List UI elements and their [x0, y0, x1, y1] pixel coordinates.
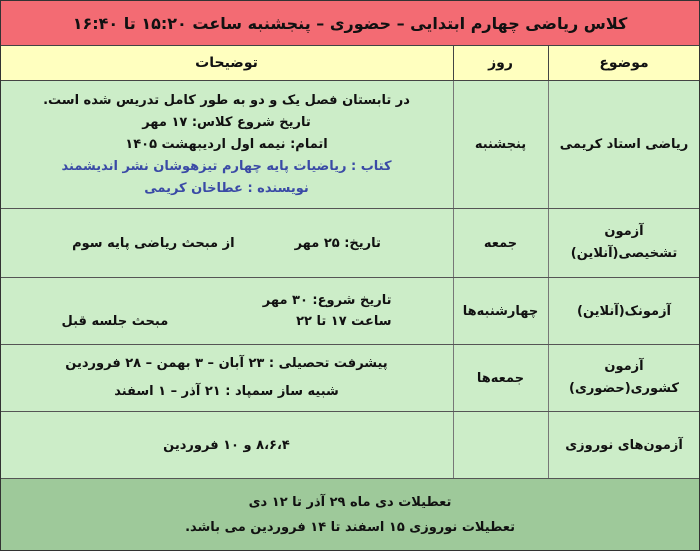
desc-line: اتمام: نیمه اول اردیبهشت ۱۴۰۵	[125, 136, 328, 152]
subject-line: کشوری(حضوری)	[569, 381, 679, 396]
table-title: کلاس ریاضی چهارم ابتدایی – حضوری – پنجشنبه ساعت ۱۵:۲۰ تا ۱۶:۴۰	[1, 1, 699, 46]
subject-line: آزمون	[604, 359, 644, 374]
progress-exam-dates: پیشرفت تحصیلی : ۲۳ آبان – ۳ بهمن – ۲۸ فروردین	[65, 356, 388, 371]
header-day: روز	[453, 46, 549, 80]
desc-line: در تابستان فصل یک و دو به طور کامل تدریس شده است.	[43, 92, 410, 108]
table-row	[1, 278, 699, 345]
quiz-time: ساعت ۱۷ تا ۲۲	[296, 314, 392, 329]
sampad-exam-dates: شبیه ساز سمپاد : ۲۱ آذر – ۱ اسفند	[114, 384, 339, 399]
row-description	[0, 412, 454, 478]
row-description	[0, 345, 454, 411]
table-row	[1, 412, 699, 479]
row-day: چهارشنبه‌ها	[453, 278, 549, 344]
start-date: تاریخ شروع: ۳۰ مهر	[262, 293, 392, 308]
exam-date: تاریخ: ۲۵ مهر	[294, 235, 381, 251]
row-day: پنجشنبه	[453, 81, 549, 208]
book-line: کتاب : ریاضیات پایه چهارم تیزهوشان نشر اندیشمند	[61, 158, 392, 174]
header-description: توضیحات	[0, 46, 454, 80]
row-subject: آزمونک(آنلاین)	[577, 303, 672, 319]
row-day	[453, 412, 549, 478]
row-description	[0, 278, 454, 344]
row-description	[0, 209, 454, 277]
nowruz-dates: ۸،۶،۴ و ۱۰ فروردین	[163, 437, 290, 453]
author-line: نویسنده : عطاخان کریمی	[144, 180, 309, 196]
desc-line: تاریخ شروع کلاس: ۱۷ مهر	[142, 114, 311, 130]
quiz-topic: مبحث جلسه قبل	[61, 314, 169, 329]
header-row	[1, 46, 699, 81]
holiday-line: تعطیلات دی ماه ۲۹ آذر تا ۱۲ دی	[248, 494, 452, 510]
row-subject: ریاضی استاد کریمی	[559, 137, 689, 152]
row-subject	[549, 209, 699, 277]
header-subject: موضوع	[599, 55, 649, 71]
row-day: جمعه‌ها	[453, 345, 549, 411]
row-subject: آزمون‌های نوروزی	[565, 437, 683, 453]
table-row	[1, 209, 699, 278]
exam-topic: از مبحث ریاضی پایه سوم	[72, 235, 235, 251]
subject-line: تشخیصی(آنلاین)	[570, 246, 678, 261]
holiday-line: تعطیلات نوروزی ۱۵ اسفند تا ۱۴ فروردین می باشد.	[185, 519, 515, 535]
table-row	[1, 345, 699, 412]
row-subject	[549, 345, 699, 411]
row-day: جمعه	[453, 209, 549, 277]
holidays-note	[1, 479, 699, 550]
subject-line: آزمون	[604, 224, 644, 239]
row-description	[0, 81, 454, 208]
table-row	[1, 81, 699, 209]
